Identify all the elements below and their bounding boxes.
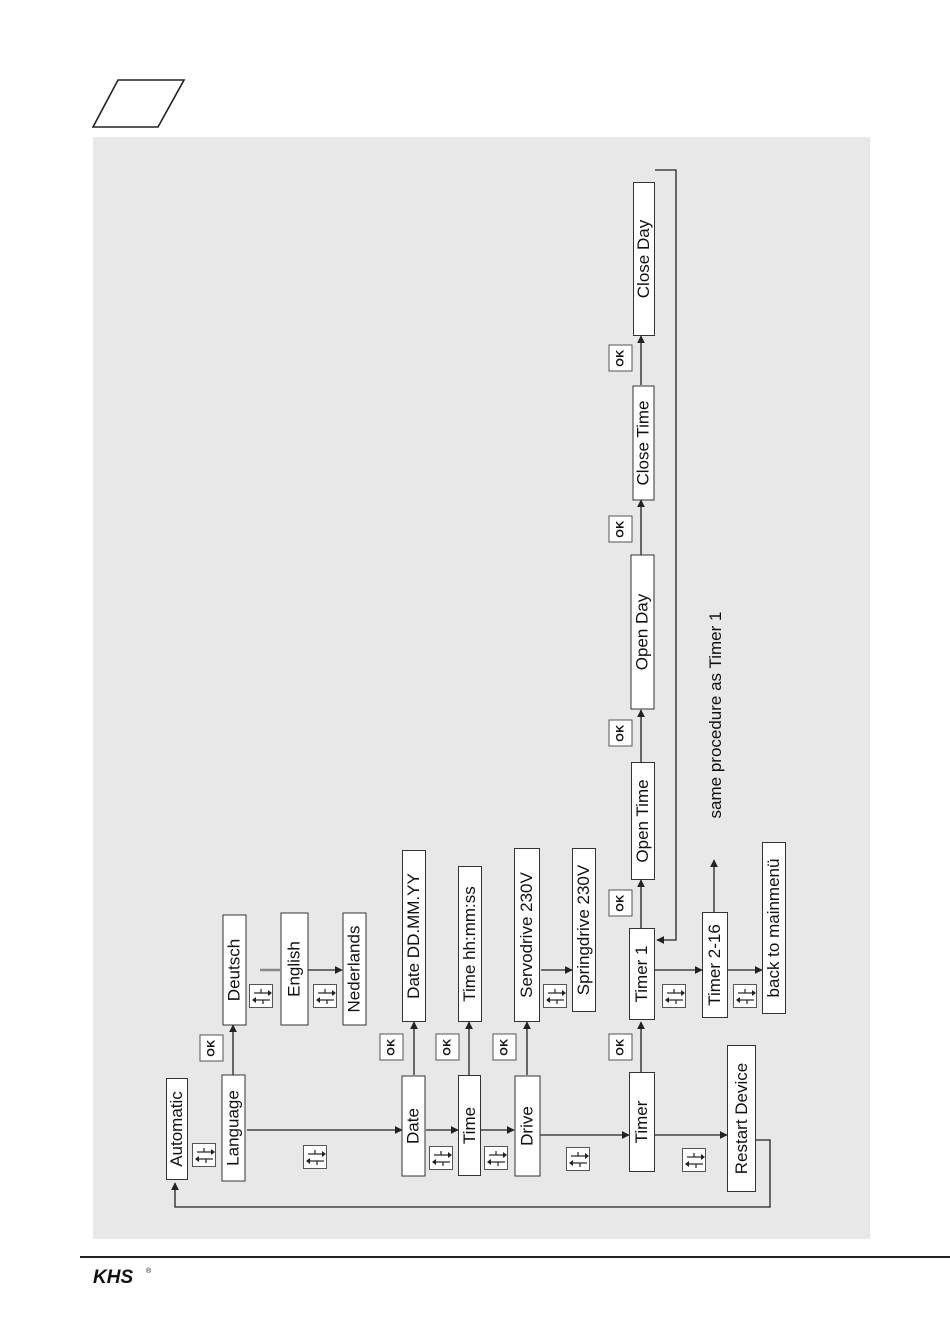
svg-text:®: ® bbox=[146, 1268, 152, 1275]
nav-arrows-icon bbox=[192, 1143, 216, 1167]
menu-automatic[interactable]: Automatic bbox=[166, 1078, 188, 1180]
option-english[interactable]: English bbox=[281, 913, 309, 1026]
ok-key-icon: OK bbox=[436, 1034, 460, 1061]
menu-open-time[interactable]: Open Time bbox=[631, 762, 655, 880]
ok-key-icon: OK bbox=[380, 1034, 404, 1061]
option-springdrive[interactable]: Springdrive 230V bbox=[572, 848, 596, 1012]
nav-arrows-icon bbox=[303, 1145, 327, 1169]
menu-restart-device[interactable]: Restart Device bbox=[727, 1045, 756, 1192]
option-nederlands[interactable]: Nederlands bbox=[343, 913, 367, 1026]
ok-key-icon: OK bbox=[200, 1035, 224, 1062]
menu-date[interactable]: Date bbox=[402, 1076, 426, 1177]
footer-rule bbox=[80, 1256, 950, 1258]
nav-arrows-icon bbox=[662, 984, 686, 1008]
menu-language[interactable]: Language bbox=[222, 1075, 246, 1182]
ok-key-icon: OK bbox=[493, 1034, 517, 1061]
ok-key-icon: OK bbox=[609, 345, 633, 372]
menu-time[interactable]: Time bbox=[458, 1075, 481, 1176]
menu-timer-1[interactable]: Timer 1 bbox=[629, 928, 655, 1020]
nav-arrows-icon bbox=[313, 984, 337, 1008]
nav-arrows-icon bbox=[429, 1146, 453, 1170]
time-format-field[interactable]: Time hh:mm:ss bbox=[458, 866, 482, 1022]
ok-key-icon: OK bbox=[609, 720, 633, 747]
nav-arrows-icon bbox=[543, 984, 567, 1008]
nav-arrows-icon bbox=[682, 1148, 706, 1172]
menu-drive[interactable]: Drive bbox=[515, 1076, 541, 1177]
svg-text:KHS: KHS bbox=[93, 1267, 134, 1287]
ok-key-icon: OK bbox=[609, 516, 633, 543]
nav-arrows-icon bbox=[249, 984, 273, 1008]
back-to-mainmenu[interactable]: back to mainmenü bbox=[762, 842, 786, 1014]
date-format-field[interactable]: Date DD.MM.YY bbox=[402, 850, 426, 1022]
nav-arrows-icon bbox=[484, 1146, 508, 1170]
nav-arrows-icon bbox=[733, 984, 757, 1008]
menu-close-time[interactable]: Close Time bbox=[633, 386, 655, 501]
ok-key-icon: OK bbox=[609, 890, 633, 917]
option-deutsch[interactable]: Deutsch bbox=[223, 915, 247, 1026]
menu-open-day[interactable]: Open Day bbox=[631, 555, 655, 710]
khs-logo bbox=[93, 1265, 153, 1287]
ok-key-icon: OK bbox=[609, 1034, 633, 1061]
option-servodrive[interactable]: Servodrive 230V bbox=[514, 848, 540, 1022]
menu-close-day[interactable]: Close Day bbox=[633, 182, 655, 336]
menu-timer-2-16[interactable]: Timer 2-16 bbox=[702, 912, 728, 1018]
nav-arrows-icon bbox=[566, 1147, 590, 1171]
same-procedure-note: same procedure as Timer 1 bbox=[706, 611, 725, 819]
menu-timer[interactable]: Timer bbox=[629, 1072, 655, 1172]
